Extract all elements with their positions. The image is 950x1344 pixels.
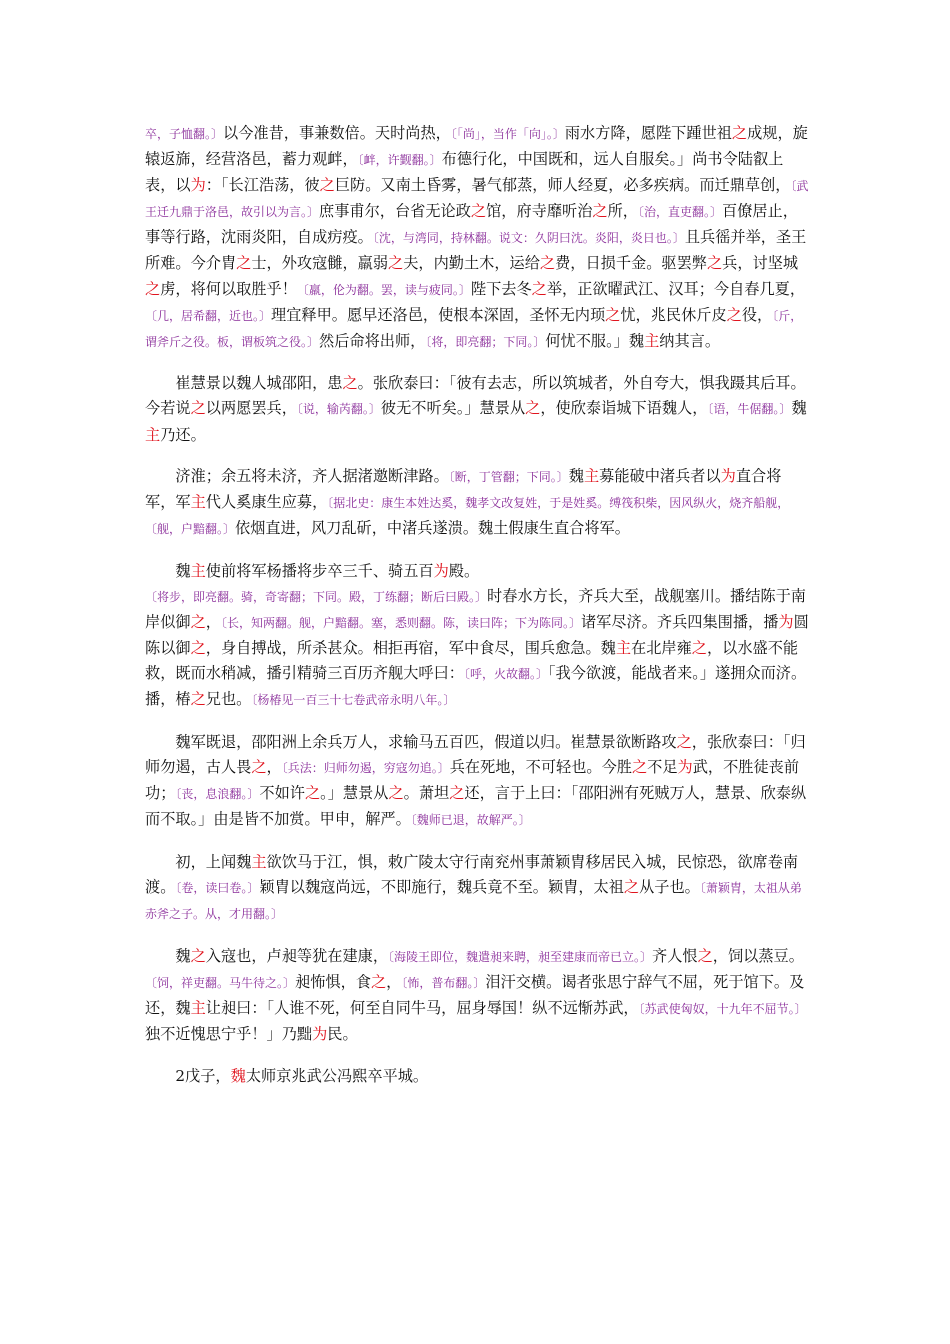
body-text: 初，上闻魏 xyxy=(175,852,252,871)
highlighted-char: 之 xyxy=(304,784,321,803)
annotation-note: 〔丧，息浪翻。〕 xyxy=(175,787,260,802)
highlighted-char: 之 xyxy=(697,946,713,965)
highlighted-char: 之 xyxy=(726,305,742,324)
body-text: 太师京兆武公冯熙卒平城。 xyxy=(245,1066,429,1085)
highlighted-char: 为 xyxy=(778,613,794,632)
annotation-note: 〔萧颖胄，太祖从弟赤斧之子。从，才用翻。〕 xyxy=(145,880,802,922)
highlighted-char: 之 xyxy=(531,279,547,298)
paragraph xyxy=(145,944,810,1047)
body-text: ：「长江浩荡，彼 xyxy=(205,176,320,195)
body-text: 且兵徭并举，圣王所难。今介胄 xyxy=(145,228,807,273)
body-text: 庶事甫尔，台省无论政 xyxy=(319,202,471,221)
highlighted-char: 之 xyxy=(190,690,206,709)
highlighted-char: 之 xyxy=(190,946,206,965)
annotation-note: 〔说，输芮翻。〕 xyxy=(296,402,381,417)
body-text: 代人奚康生应募， xyxy=(205,493,328,512)
annotation-note: 〔衅，许觐翻。〕 xyxy=(357,153,442,168)
highlighted-char: 主 xyxy=(583,467,600,486)
body-text: 颖胄以魏寇尚远，不即施行，魏兵竟不至。颖胄，太祖 xyxy=(259,877,624,896)
highlighted-char: 主 xyxy=(145,425,161,444)
body-text: 崔慧景以魏人城邵阳，患 xyxy=(175,374,343,393)
body-text: 陛下去冬 xyxy=(470,279,532,298)
body-text: 兵，讨坚城 xyxy=(722,254,799,273)
highlighted-char: 之 xyxy=(190,639,206,658)
body-text: 2戊子， xyxy=(175,1066,231,1085)
body-text: ，身自搏战，所杀甚众。相拒再宿，军中食尽，围兵愈急。魏 xyxy=(205,639,616,658)
highlighted-char: 主 xyxy=(644,331,660,350)
annotation-note: 〔杨椿见一百三十七卷武帝永明八年。〕 xyxy=(251,693,456,708)
highlighted-char: 之 xyxy=(470,202,487,221)
highlighted-char: 魏 xyxy=(230,1066,246,1085)
body-text: 成规，旋辕返旆，经营洛邑，蓄力观衅， xyxy=(145,124,808,169)
body-text: ， xyxy=(386,972,402,991)
highlighted-char: 之 xyxy=(731,124,748,142)
body-text: 虏，将何以取胜乎！ xyxy=(160,279,297,298)
body-text: 诸军尽济。齐兵四集围播，播 xyxy=(580,613,779,632)
body-text: 「我今欲渡，能战者来。」遂拥众而济。播，椿 xyxy=(145,664,807,709)
body-text: 齐人恨 xyxy=(652,946,698,965)
body-text: 时春水方长，齐兵大至，战舰塞川。播结陈于南岸似御 xyxy=(145,587,806,632)
annotation-note: 〔饲，祥吏翻。马牛待之。〕 xyxy=(145,975,296,990)
body-text: 昶怖惧，食 xyxy=(295,972,371,991)
annotation-note: 〔治，直吏翻。〕 xyxy=(637,205,722,220)
body-text: 以今准昔，事兼数倍。天时尚热， xyxy=(223,124,451,142)
annotation-note: 〔武王迁九鼎于洛邑，故引以为言。〕 xyxy=(145,179,809,220)
body-text: 魏军既退，邵阳洲上余兵万人，求输马五百匹，假道以归。崔慧景欲断路攻 xyxy=(175,732,677,751)
body-text: ，张欣泰曰：「归师勿遏，古人畏 xyxy=(145,732,806,777)
body-text: 乃还。 xyxy=(160,425,206,444)
annotation-note: 〔长，知两翻。舰，户黯翻。塞，悉则翻。陈，读曰阵；下为陈同。〕 xyxy=(220,616,581,631)
annotation-note: 〔语，牛倨翻。〕 xyxy=(707,402,792,417)
body-text: 欲饮马于江，惧，敕广陵太守行南兖州事萧颖胄移居民入城，民惊恐，欲席卷南渡。 xyxy=(145,852,799,896)
highlighted-char: 为 xyxy=(312,1024,328,1043)
highlighted-char: 之 xyxy=(145,279,161,298)
highlighted-char: 为 xyxy=(677,758,693,777)
highlighted-char: 为 xyxy=(433,561,449,580)
body-text: 兵在死地，不可轻也。今胜 xyxy=(449,758,632,777)
body-text: 举，正欲曜武江、汉耳；今自春几夏， xyxy=(546,279,806,298)
paragraph xyxy=(145,850,810,927)
paragraph xyxy=(145,371,810,447)
body-text: 兄也。 xyxy=(205,690,252,709)
highlighted-char: 之 xyxy=(251,758,267,777)
body-text: 使前将军杨播将步卒三千、骑五百 xyxy=(205,561,434,580)
body-text: 纳其言。 xyxy=(659,331,720,350)
body-text: 直合将军，军 xyxy=(145,467,782,512)
body-text: 士，外攻寇雠，羸弱 xyxy=(251,254,388,273)
paragraph xyxy=(145,464,810,542)
highlighted-char: 之 xyxy=(342,374,358,393)
annotation-note: 〔将，即亮翻；下同。〕 xyxy=(425,334,546,349)
body-text: 魏 xyxy=(175,946,191,965)
body-text: 魏 xyxy=(791,399,807,418)
body-text: 巨防。又南土昏雾，暑气郁蒸，师人经夏，必多疾病。而迁鼎草创， xyxy=(334,176,791,195)
paragraph xyxy=(145,1064,810,1089)
highlighted-char: 之 xyxy=(449,784,465,803)
highlighted-char: 之 xyxy=(539,254,556,273)
body-text: 在北岸雍 xyxy=(631,639,692,658)
body-text: 民。 xyxy=(327,1024,358,1043)
annotation-note: 〔卷，读曰卷。〕 xyxy=(175,880,260,895)
annotation-note: 〔兵法：归师勿遏，穷寇勿追。〕 xyxy=(281,761,450,776)
annotation-note: 〔「尚」，当作「向」。〕 xyxy=(450,127,565,141)
highlighted-char: 之 xyxy=(605,305,621,324)
body-text: 还，言于上曰：「邵阳洲有死贼万人，慧景、欣泰纵而不取。」由是皆不加赏。甲申，解严。 xyxy=(145,784,807,829)
body-text: 泪汗交横。谒者张思宁辞气不屈，死于馆下。及还，魏 xyxy=(145,972,805,1017)
body-text: 武，不胜徒丧前功； xyxy=(145,758,800,803)
highlighted-char: 主 xyxy=(615,639,631,658)
body-text: 理宜释甲。愿早还洛邑，使根本深固，圣怀无内顼 xyxy=(271,305,606,324)
body-text: ，使欣泰诣城下语魏人， xyxy=(540,399,708,418)
body-text: ，以水盛不能救，既而水稍减，播引精骑三百历齐舰大呼曰： xyxy=(145,639,799,683)
annotation-note: 〔羸，伦为翻。罢，读与疲同。〕 xyxy=(296,282,471,297)
annotation-note: 〔海陵王即位，魏遣昶来聘，昶至建康而帝已立。〕 xyxy=(388,949,653,964)
body-text: 不足 xyxy=(647,758,678,777)
annotation-note: 〔苏武使匈奴，十九年不屈节。〕 xyxy=(638,1001,807,1016)
highlighted-char: 主 xyxy=(190,493,206,512)
annotation-note: 〔几，居希翻，近也。〕 xyxy=(145,308,272,323)
body-text: ， xyxy=(205,613,221,632)
body-text: 魏 xyxy=(568,467,584,486)
body-text: 。」慧景从 xyxy=(320,784,389,803)
annotation-note: 〔将步，即亮翻。骑，奇寄翻；下同。殿，丁练翻；断后曰殿。〕 xyxy=(145,590,488,604)
highlighted-char: 之 xyxy=(592,202,608,221)
highlighted-char: 之 xyxy=(631,758,648,777)
annotation-note: 〔魏师已退，故解严。〕 xyxy=(410,813,531,828)
highlighted-char: 之 xyxy=(190,399,206,418)
body-text: 百僚居止，事等行路，沈雨炎阳，自成疠疫。 xyxy=(145,202,798,247)
paragraph xyxy=(145,730,810,833)
body-text: 然后命将出师， xyxy=(319,331,426,350)
body-text: 济淮；余五将未济，齐人据渚邀断津路。 xyxy=(175,467,449,486)
paragraph xyxy=(145,559,810,714)
body-text: 何忧不服。」魏 xyxy=(545,331,645,350)
document-page xyxy=(145,121,810,1105)
annotation-note: 〔斤，谓斧斤之役。板，谓板筑之役。〕 xyxy=(145,308,803,349)
highlighted-char: 之 xyxy=(236,254,252,273)
highlighted-char: 之 xyxy=(676,732,692,751)
body-text: 。萧坦 xyxy=(403,784,450,803)
highlighted-char: 主 xyxy=(251,852,267,871)
body-text: 让昶曰：「人谁不死，何至自同牛马，屈身辱国！纵不远惭苏武， xyxy=(205,998,639,1017)
annotation-note: 〔怖，普布翻。〕 xyxy=(401,975,486,990)
annotation-note: 〔沈，与湾同，持林翻。说文：久阴曰沈。炎阳，炎日也。〕 xyxy=(372,231,685,246)
highlighted-char: 之 xyxy=(319,176,335,195)
body-text: 殿。 xyxy=(448,561,480,580)
body-text: 圆陈以御 xyxy=(145,613,809,658)
highlighted-char: 之 xyxy=(190,613,206,632)
highlighted-char: 之 xyxy=(525,399,541,418)
body-text: 所， xyxy=(607,202,638,221)
body-text: 不如许 xyxy=(259,784,305,803)
highlighted-char: 之 xyxy=(623,877,640,896)
body-text: 雨水方降，愿陛下踵世祖 xyxy=(564,124,732,142)
highlighted-char: 为 xyxy=(190,176,206,195)
highlighted-char: 之 xyxy=(388,784,404,803)
annotation-note: 〔呼，火故翻。〕 xyxy=(463,667,548,682)
highlighted-char: 之 xyxy=(370,972,387,991)
body-text: ， xyxy=(266,758,282,777)
paragraph xyxy=(145,121,810,355)
annotation-note: 〔据北史：康生本姓达奚，魏孝文改复姓，于是姓奚。缚筏积柴，因风纵火，烧齐船舰，〔舰，户黯翻。〕 xyxy=(145,496,790,537)
body-text: 以两愿罢兵， xyxy=(205,399,297,418)
body-text: 魏 xyxy=(175,561,191,580)
highlighted-char: 之 xyxy=(388,254,404,273)
body-text: 入寇也，卢昶等犹在建康， xyxy=(205,946,389,965)
body-text: 费，日损千金。驱罢弊 xyxy=(555,254,707,273)
annotation-note: 〔断，丁管翻；下同。〕 xyxy=(448,470,569,485)
body-text: 彼无不听矣。」慧景从 xyxy=(380,399,526,418)
body-text: 从子也。 xyxy=(639,877,700,896)
body-text: 布德行化，中国既和，远人自服矣。」尚书令陆叡上表，以 xyxy=(145,150,784,195)
highlighted-char: 之 xyxy=(706,254,723,273)
body-text: ，饲以蒸豆。 xyxy=(712,946,804,965)
highlighted-char: 为 xyxy=(720,467,736,486)
highlighted-char: 之 xyxy=(691,639,707,658)
body-text: 夫，内勤土木，运给 xyxy=(403,254,540,273)
body-text: 募能破中渚兵者以 xyxy=(599,467,721,486)
body-text: 役， xyxy=(741,305,773,324)
body-text: 。张欣泰曰：「彼有去志，所以筑城者，外自夸大，惧我蹑其后耳。今若说 xyxy=(145,374,806,418)
highlighted-char: 主 xyxy=(190,561,206,580)
annotation-note: 卒，子恤翻。〕 xyxy=(145,127,224,141)
body-text: 依烟直进，风刀乱斫，中渚兵遂溃。魏土假康生直合将军。 xyxy=(235,519,630,538)
body-text: 馆，府寺靡听治 xyxy=(486,202,593,221)
highlighted-char: 主 xyxy=(190,998,206,1017)
body-text: 忧，兆民休斤皮 xyxy=(620,305,727,324)
body-text: 独不近愧思宁乎！」乃黜 xyxy=(145,1024,313,1043)
